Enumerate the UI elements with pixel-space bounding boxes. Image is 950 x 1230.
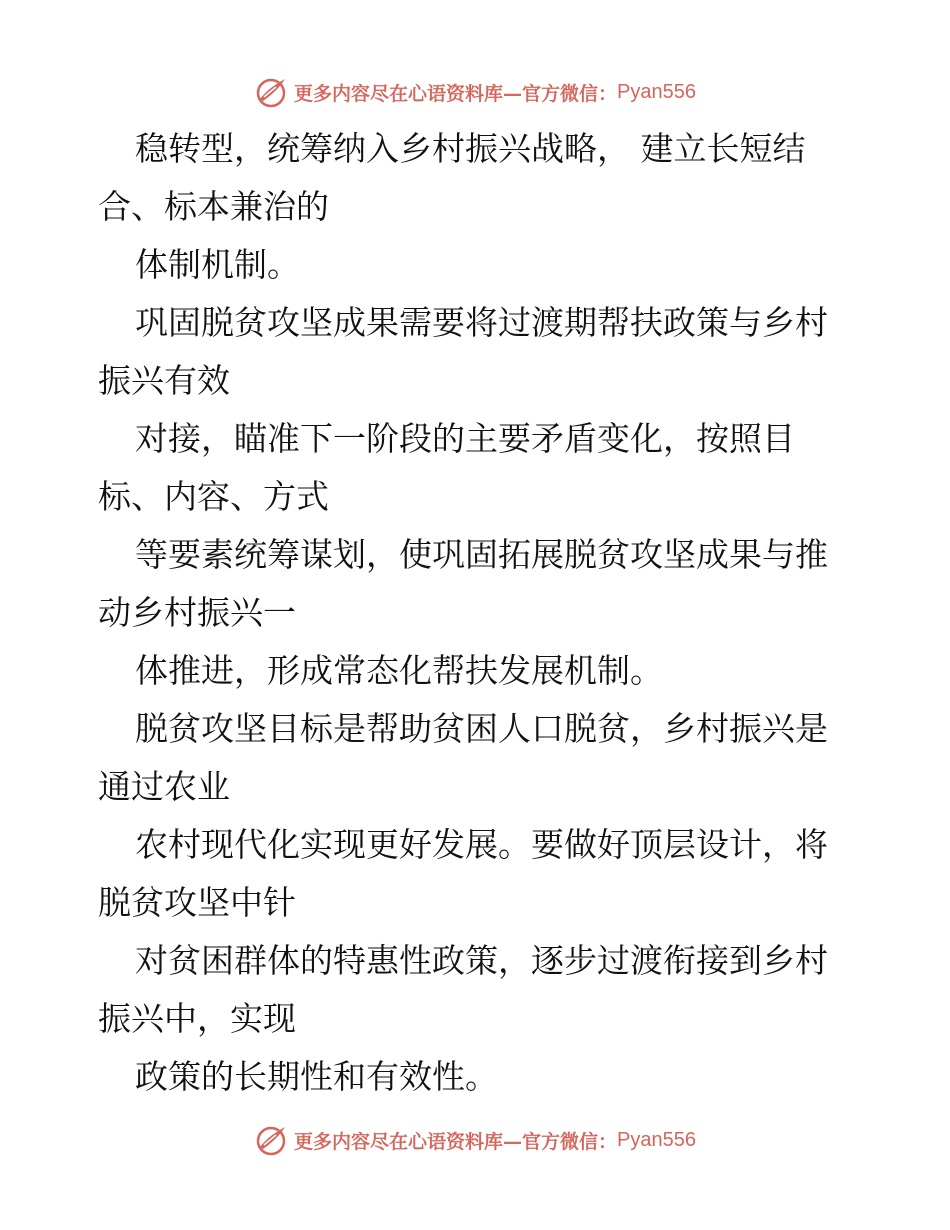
watermark-id: Pyan556: [617, 80, 696, 103]
text-line: 稳转型，统筹纳入乡村振兴战略， 建立长短结: [135, 129, 806, 168]
text-line: 对贫困群体的特惠性政策，逐步过渡衔接到乡村: [135, 941, 828, 980]
footer-watermark: [0, 1120, 950, 1160]
quill-pen-logo-icon: [254, 1123, 288, 1157]
watermark-text: 更多内容尽在心语资料库—官方微信：: [294, 1130, 618, 1153]
text-line: 等要素统筹谋划，使巩固拓展脱贫攻坚成果与推: [135, 535, 828, 574]
text-line: 通过农业: [98, 767, 230, 806]
quill-pen-logo-icon: [254, 75, 288, 109]
text-line: 动乡村振兴一: [98, 593, 296, 632]
text-line: 体推进，形成常态化帮扶发展机制。: [135, 651, 663, 690]
header-watermark: [0, 72, 950, 112]
text-line: 巩固脱贫攻坚成果需要将过渡期帮扶政策与乡村: [135, 303, 828, 342]
watermark-text: 更多内容尽在心语资料库—官方微信：: [294, 82, 618, 105]
text-line: 对接，瞄准下一阶段的主要矛盾变化，按照目: [135, 419, 795, 458]
text-line: 标、内容、方式: [98, 477, 329, 516]
document-body: [98, 120, 858, 1106]
text-line: 合、标本兼治的: [98, 187, 329, 226]
text-line: 农村现代化实现更好发展。要做好顶层设计，将: [135, 825, 828, 864]
text-line: 脱贫攻坚中针: [98, 883, 296, 922]
text-line: 振兴中，实现: [98, 999, 296, 1038]
text-line: 振兴有效: [98, 361, 230, 400]
text-line: 体制机制。: [135, 245, 300, 284]
text-line: 政策的长期性和有效性。: [135, 1057, 498, 1096]
watermark-id: Pyan556: [617, 1128, 696, 1151]
text-line: 脱贫攻坚目标是帮助贫困人口脱贫，乡村振兴是: [135, 709, 828, 748]
